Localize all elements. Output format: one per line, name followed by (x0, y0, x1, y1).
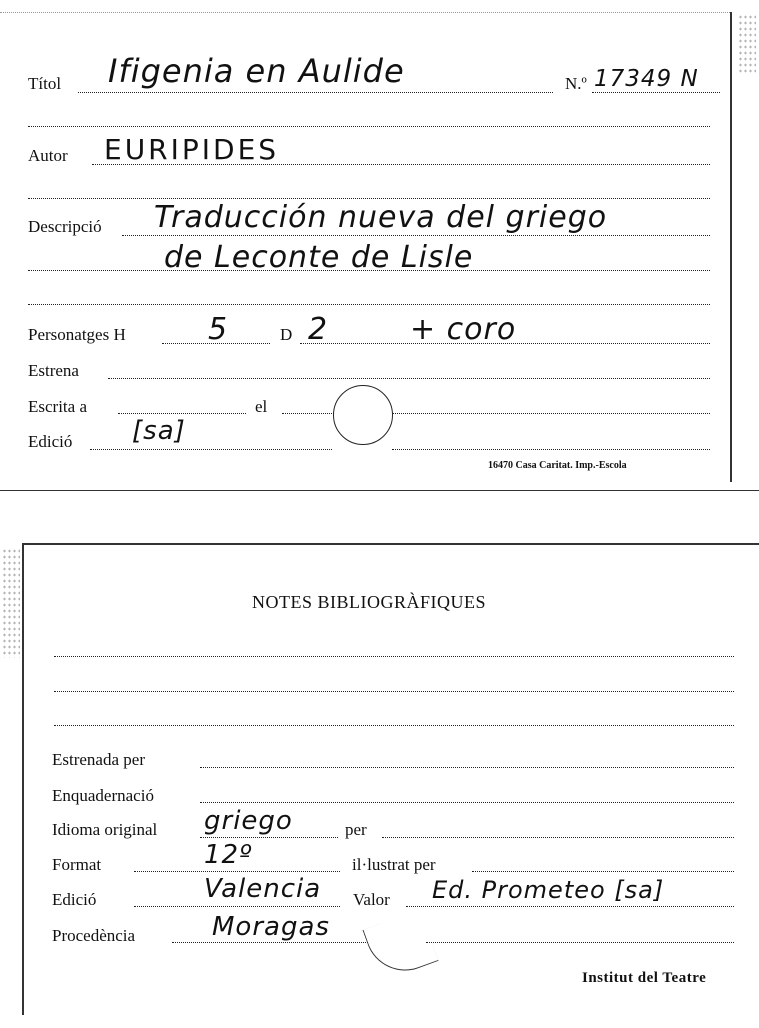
format-line (134, 871, 340, 872)
personatges-label: Personatges H (28, 325, 126, 344)
idioma-line (200, 837, 338, 838)
back-edicio-line (134, 906, 340, 907)
notes-line (54, 691, 734, 692)
autor-label: Autor (28, 146, 68, 165)
personatges-d-label: D (280, 325, 293, 344)
numero-value: 17349 N (594, 66, 699, 92)
scan-noise (738, 14, 756, 74)
institution-name: Institut del Teatre (582, 970, 707, 986)
back-card-left-edge (22, 545, 24, 1015)
descripcio-label: Descripció (28, 217, 102, 236)
el-label: el (255, 397, 268, 416)
back-edicio-value: Valencia (204, 874, 322, 904)
back-edicio-label: Edició (52, 890, 97, 909)
round-stamp (333, 385, 393, 445)
enquadernacio-line (200, 802, 734, 803)
valor-line (406, 906, 734, 907)
card-separator (0, 490, 759, 491)
escrita-label: Escrita a (28, 397, 87, 416)
format-label: Format (52, 855, 102, 874)
illustrat-line (472, 871, 734, 872)
estrena-line (108, 378, 710, 379)
edicio-value: [sa] (132, 416, 186, 446)
estrena-label: Estrena (28, 361, 79, 380)
titol-line (78, 92, 553, 93)
back-card-top-edge (22, 543, 759, 545)
front-card-right-edge (730, 12, 735, 482)
notes-line (54, 656, 734, 657)
descripcio-line (122, 235, 710, 236)
idioma-label: Idioma original (52, 820, 158, 839)
printer-note: 16470 Casa Caritat. Imp.-Escola (488, 460, 627, 471)
blank-line (28, 304, 710, 305)
idioma-value: griego (204, 806, 293, 836)
per-line (382, 837, 734, 838)
notes-line (54, 725, 734, 726)
illustrat-label: il·lustrat per (352, 855, 436, 874)
scan-noise (2, 548, 20, 658)
blank-line (28, 126, 710, 127)
personatges-h-value: 5 (208, 312, 229, 347)
front-card-top-edge (0, 12, 732, 13)
numero-label: N.º (565, 74, 587, 93)
notes-heading: NOTES BIBLIOGRÀFIQUES (252, 592, 487, 612)
blank-line (28, 198, 710, 199)
personatges-d-value: 2 (308, 312, 329, 347)
escrita-line (118, 413, 246, 414)
procedencia-line (172, 942, 368, 943)
edicio-line-continued (392, 449, 710, 450)
personatges-extra: + coro (410, 312, 517, 347)
descripcio-value-line2: de Leconte de Lisle (164, 240, 474, 275)
edicio-label: Edició (28, 432, 73, 451)
stamp-mark (362, 909, 438, 982)
procedencia-label: Procedència (52, 926, 136, 945)
format-value: 12º (204, 840, 253, 870)
valor-label: Valor (353, 890, 390, 909)
descripcio-value-line1: Traducción nueva del griego (154, 200, 608, 235)
procedencia-line-continued (426, 942, 734, 943)
enquadernacio-label: Enquadernació (52, 786, 154, 805)
titol-value: Ifigenia en Aulide (108, 52, 405, 90)
procedencia-value: Moragas (212, 912, 330, 942)
valor-value: Ed. Prometeo [sa] (432, 876, 665, 904)
per-label: per (345, 820, 367, 839)
edicio-line (90, 449, 332, 450)
titol-label: Títol (28, 74, 62, 93)
estrenada-line (200, 767, 734, 768)
estrenada-label: Estrenada per (52, 750, 145, 769)
numero-line (592, 92, 720, 93)
autor-value: EURIPIDES (104, 133, 280, 166)
